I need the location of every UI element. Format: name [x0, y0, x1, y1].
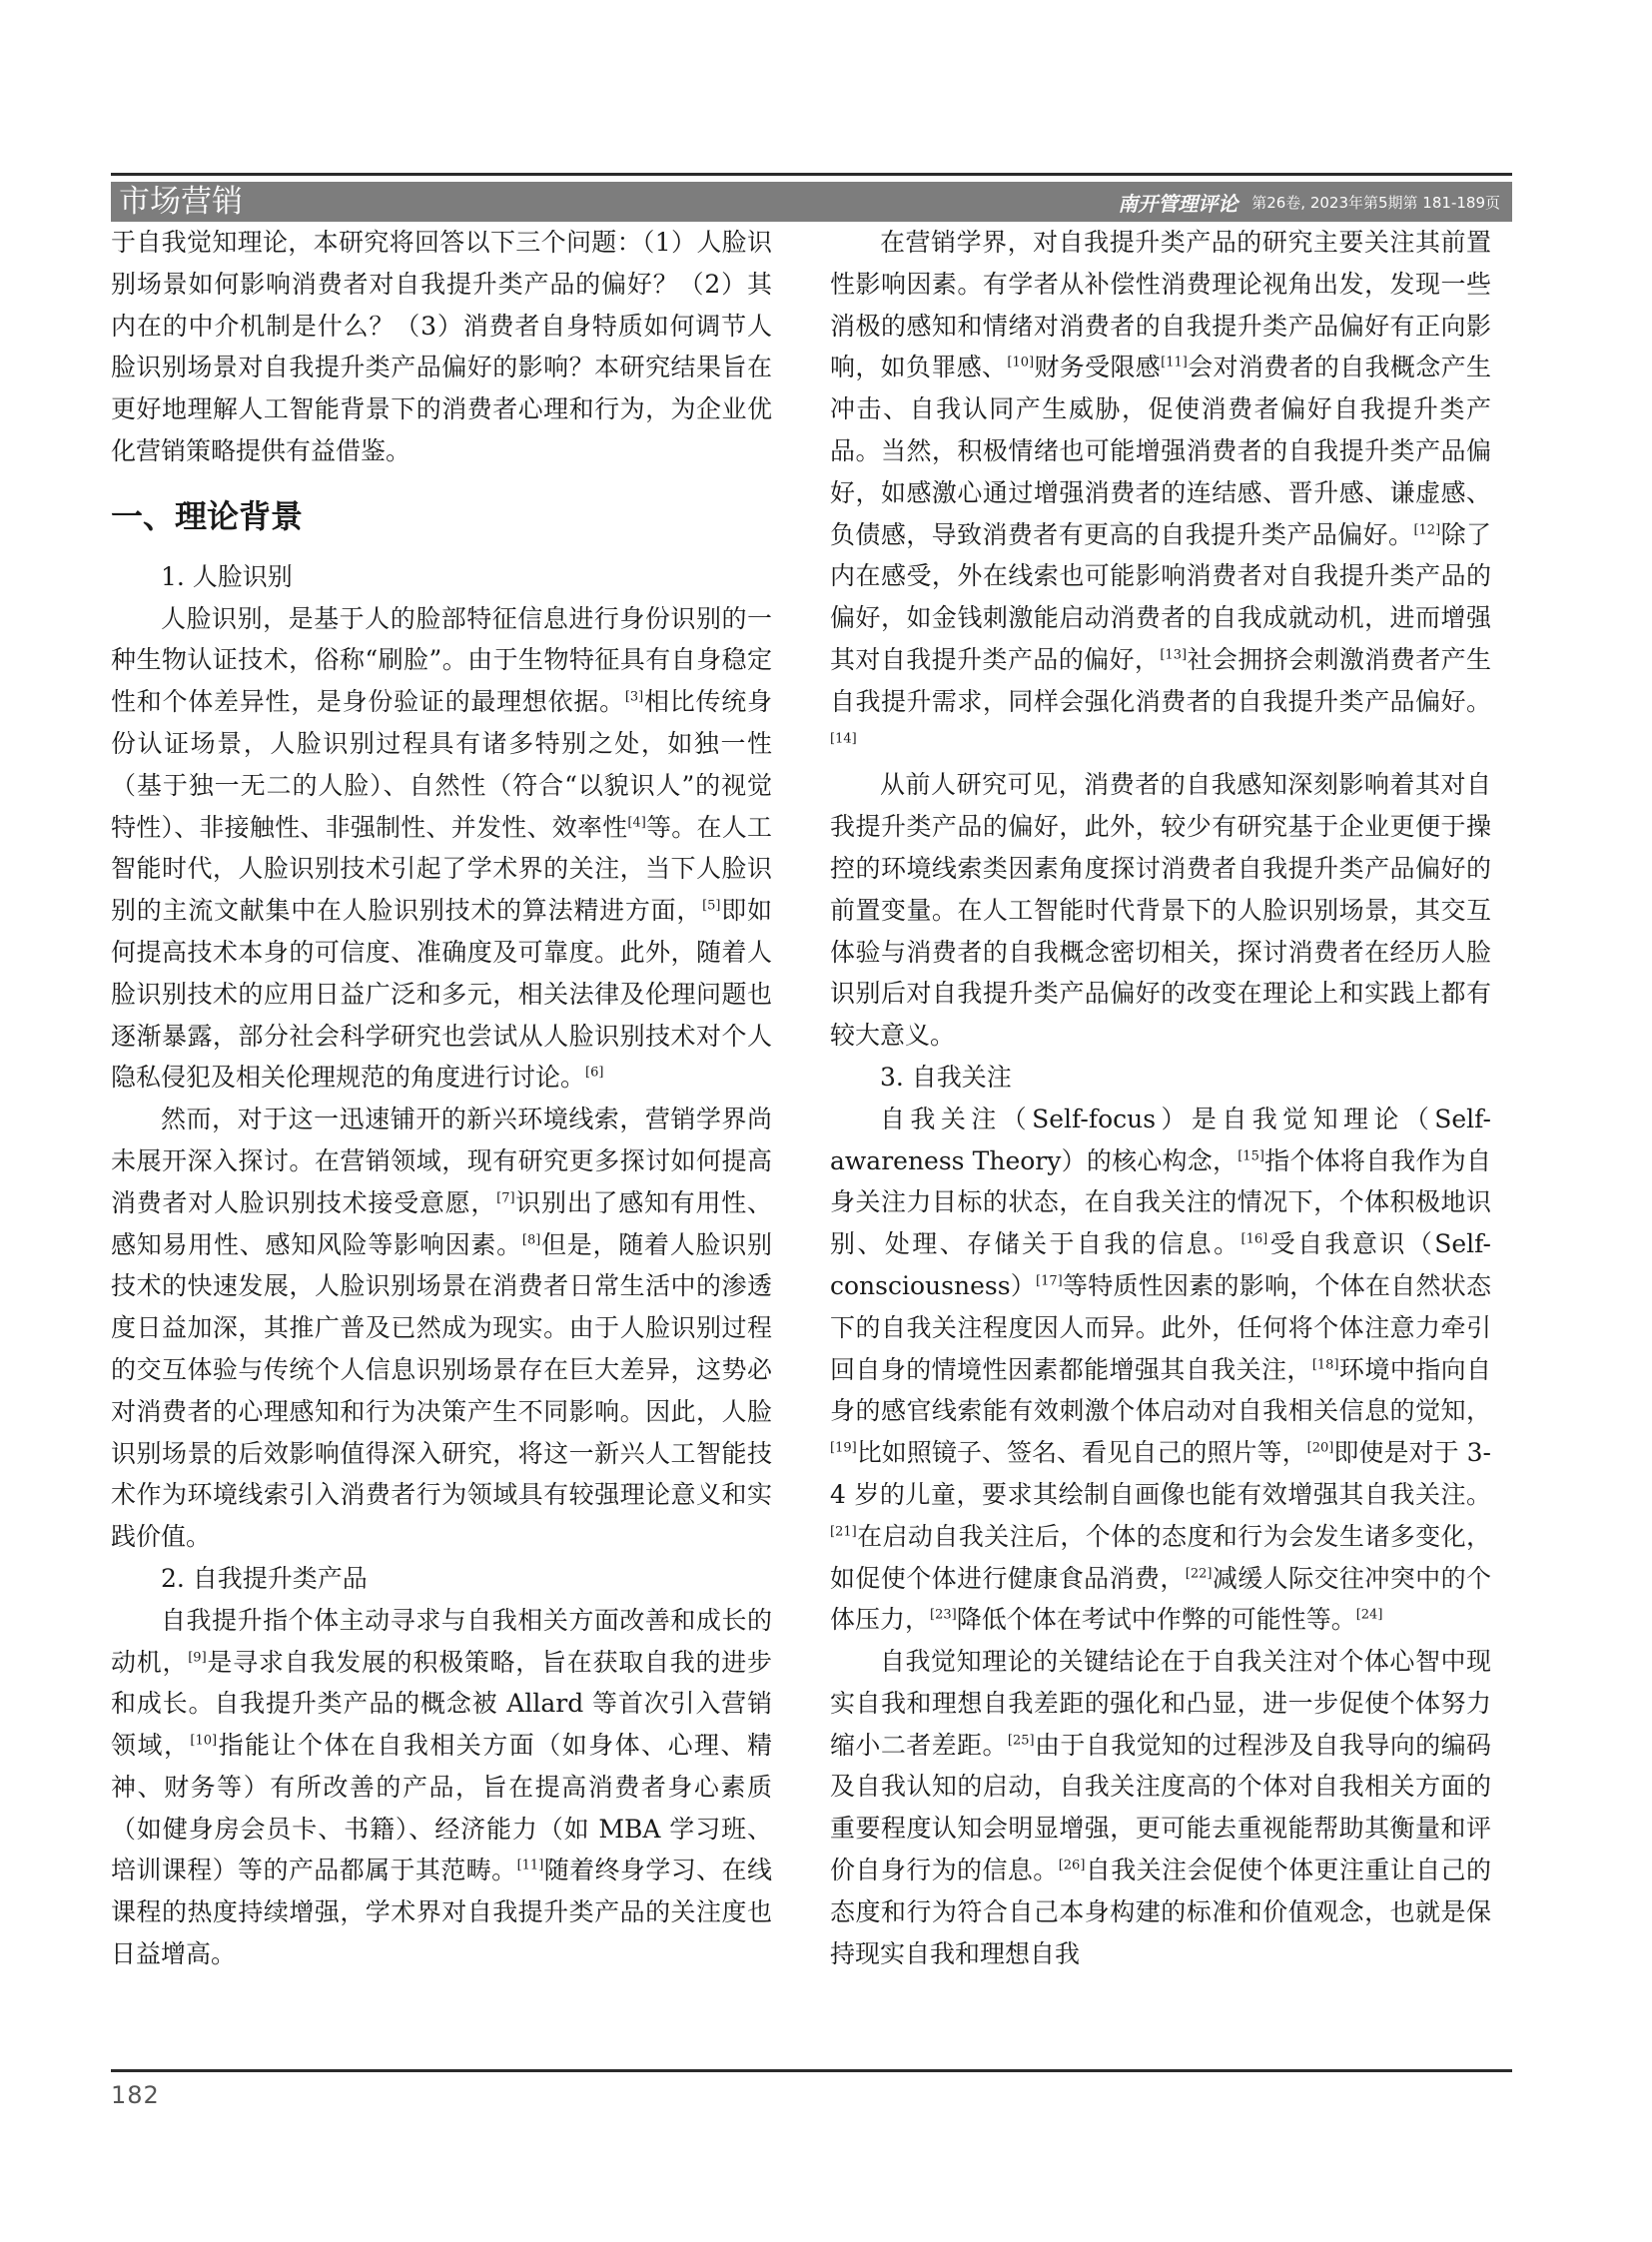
right-column: [830, 222, 1491, 1974]
header-top-rule: [111, 173, 1512, 176]
citation: [14]: [830, 731, 857, 747]
citation: [11]: [1161, 356, 1188, 372]
citation: [4]: [627, 815, 646, 831]
citation: [13]: [1160, 647, 1188, 663]
citation: [16]: [1240, 1231, 1268, 1247]
citation: [15]: [1238, 1148, 1264, 1164]
subsection-heading: 1. 人脸识别: [161, 561, 293, 591]
citation: [22]: [1185, 1566, 1213, 1582]
paragraph: 然而，对于这一迅速铺开的新兴环境线索，营销学界尚未展开深入探讨。在营销领域，现有研究更多探讨如何提高消费者对人脸识别技术接受意愿，[7]识别出了感知有用性、感知易用性、感知风险等影响因素。[8]但是，随着人脸识别技术的快速发展，人脸识别场景在消费者日常生活中的渗透度日益加深，其推广普及已然成为现实。由于人脸识别过程的交互体验与传统个人信息识别场景存在巨大差异，这势必对消费者的心理感知和行为决策产生不同影响。因此，人脸识别场景的后效影响值得深入研究，将这一新兴人工智能技术作为环境线索引入消费者行为领域具有较强理论意义和实践价值。: [111, 1105, 772, 1552]
citation: [19]: [830, 1440, 857, 1456]
page-number: 182: [111, 2081, 160, 2109]
citation: [10]: [190, 1733, 218, 1749]
paragraph: 自我觉知理论的关键结论在于自我关注对个体心智中现实自我和理想自我差距的强化和凸显，进一步促使个体努力缩小二者差距。[25]由于自我觉知的过程涉及自我导向的编码及自我认知的启动，自我关注度高的个体对自我相关方面的重要程度认知会明显增强，更可能去重视能帮助其衡量和评价自身行为的信息。[26]自我关注会促使个体更注重让自己的态度和行为符合自己本身构建的标准和价值观念，也就是保持现实自我和理想自我: [830, 1647, 1491, 1968]
running-header: [111, 182, 1512, 222]
citation: [10]: [1007, 356, 1035, 372]
header-journal-info: [1118, 182, 1500, 222]
subsection-heading: 2. 自我提升类产品: [161, 1563, 368, 1593]
footer-rule: [111, 2069, 1512, 2072]
citation: [20]: [1306, 1440, 1334, 1456]
citation: [9]: [188, 1650, 207, 1666]
citation: [5]: [702, 898, 721, 914]
paragraph: 在营销学界，对自我提升类产品的研究主要关注其前置性影响因素。有学者从补偿性消费理论视角出发，发现一些消极的感知和情绪对消费者的自我提升类产品偏好有正向影响，如负罪感、[10]财务受限感[11]会对消费者的自我概念产生冲击、自我认同产生威胁，促使消费者偏好自我提升类产品。当然，积极情绪也可能增强消费者的自我提升类产品偏好，如感激心通过增强消费者的连结感、晋升感、谦虚感、负债感，导致消费者有更高的自我提升类产品偏好。[12]除了内在感受，外在线索也可能影响消费者对自我提升类产品的偏好，如金钱刺激能启动消费者的自我成就动机，进而增强其对自我提升类产品的偏好，[13]社会拥挤会刺激消费者产生自我提升需求，同样会强化消费者的自我提升类产品偏好。[14]: [830, 228, 1491, 747]
citation: [8]: [521, 1232, 541, 1248]
paragraph: 自我关注（Self-focus）是自我觉知理论（Self-awareness Theory）的核心构念，[15]指个体将自我作为自身关注力目标的状态，在自我关注的情况下，个体积极地识别、处理、存储关于自我的信息。[16]受自我意识（Self-consciousness）[17]等特质性因素的影响，个体在自然状态下的自我关注程度因人而异。此外，任何将个体注意力牵引回自身的情境性因素都能增强其自我关注，[18]环境中指向自身的感官线索能有效刺激个体启动对自我相关信息的觉知，[19]比如照镜子、签名、看见自己的照片等，[20]即使是对于 3-4 岁的儿童，要求其绘制自画像也能有效增强其自我关注。[21]在启动自我关注后，个体的态度和行为会发生诸多变化，如促使个体进行健康食品消费，[22]减缓人际交往冲突中的个体压力，[23]降低个体在考试中作弊的可能性等。[24]: [830, 1104, 1491, 1635]
citation: [12]: [1413, 522, 1441, 538]
section-heading: 一、理论背景: [111, 496, 304, 535]
paragraph: 自我提升指个体主动寻求与自我相关方面改善和成长的动机，[9]是寻求自我发展的积极策略，旨在获取自我的进步和成长。自我提升类产品的概念被 Allard 等首次引入营销领域，[10]指能让个体在自我相关方面（如身体、心理、精神、财务等）有所改善的产品，旨在提高消费者身心素质（如健身房会员卡、书籍）、经济能力（如 MBA 学习班、培训课程）等的产品都属于其范畴。[11]随着终身学习、在线课程的热度持续增强，学术界对自我提升类产品的关注度也日益增高。: [111, 1605, 772, 1969]
citation: [25]: [1007, 1733, 1035, 1749]
paragraph: 从前人研究可见，消费者的自我感知深刻影响着其对自我提升类产品的偏好，此外，较少有研究基于企业更便于操控的环境线索类因素角度探讨消费者自我提升类产品偏好的前置变量。在人工智能时代背景下的人脸识别场景，其交互体验与消费者的自我概念密切相关，探讨消费者在经历人脸识别后对自我提升类产品偏好的改变在理论上和实践上都有较大意义。: [830, 770, 1491, 1051]
issue-info: 第26卷, 2023年第5期第 181-189页: [1251, 193, 1500, 212]
citation: [6]: [585, 1066, 604, 1082]
citation: [24]: [1355, 1607, 1383, 1623]
section-label: 市场营销: [119, 184, 243, 220]
paragraph: 于自我觉知理论，本研究将回答以下三个问题：（1）人脸识别场景如何影响消费者对自我提升类产品的偏好？（2）其内在的中介机制是什么？（3）消费者自身特质如何调节人脸识别场景对自我提升类产品偏好的影响？本研究结果旨在更好地理解人工智能背景下的消费者心理和行为，为企业优化营销策略提供有益借鉴。: [111, 228, 772, 465]
citation: [11]: [516, 1859, 544, 1874]
left-column: [111, 222, 772, 1975]
subsection-heading: 3. 自我关注: [880, 1062, 1012, 1092]
citation: [7]: [496, 1190, 515, 1206]
journal-name: 南开管理评论: [1118, 191, 1239, 216]
citation: [3]: [624, 689, 644, 705]
citation: [21]: [830, 1524, 857, 1540]
paragraph: 人脸识别，是基于人的脸部特征信息进行身份识别的一种生物认证技术，俗称“刷脸”。由于生物特征具有自身稳定性和个体差异性，是身份验证的最理想依据。[3]相比传统身份认证场景，人脸识别过程具有诸多特别之处，如独一性（基于独一无二的人脸）、自然性（符合“以貌识人”的视觉特性）、非接触性、非强制性、并发性、效率性[4]等。在人工智能时代，人脸识别技术引起了学术界的关注，当下人脸识别的主流文献集中在人脸识别技术的算法精进方面，[5]即如何提高技术本身的可信度、准确度及可靠度。此外，随着人脸识别技术的应用日益广泛和多元，相关法律及伦理问题也逐渐暴露，部分社会科学研究也尝试从人脸识别技术对个人隐私侵犯及相关伦理规范的角度进行讨论。[6]: [111, 603, 772, 1093]
citation: [17]: [1036, 1273, 1063, 1289]
citation: [18]: [1311, 1357, 1339, 1373]
citation: [23]: [930, 1607, 957, 1623]
citation: [26]: [1058, 1858, 1086, 1873]
